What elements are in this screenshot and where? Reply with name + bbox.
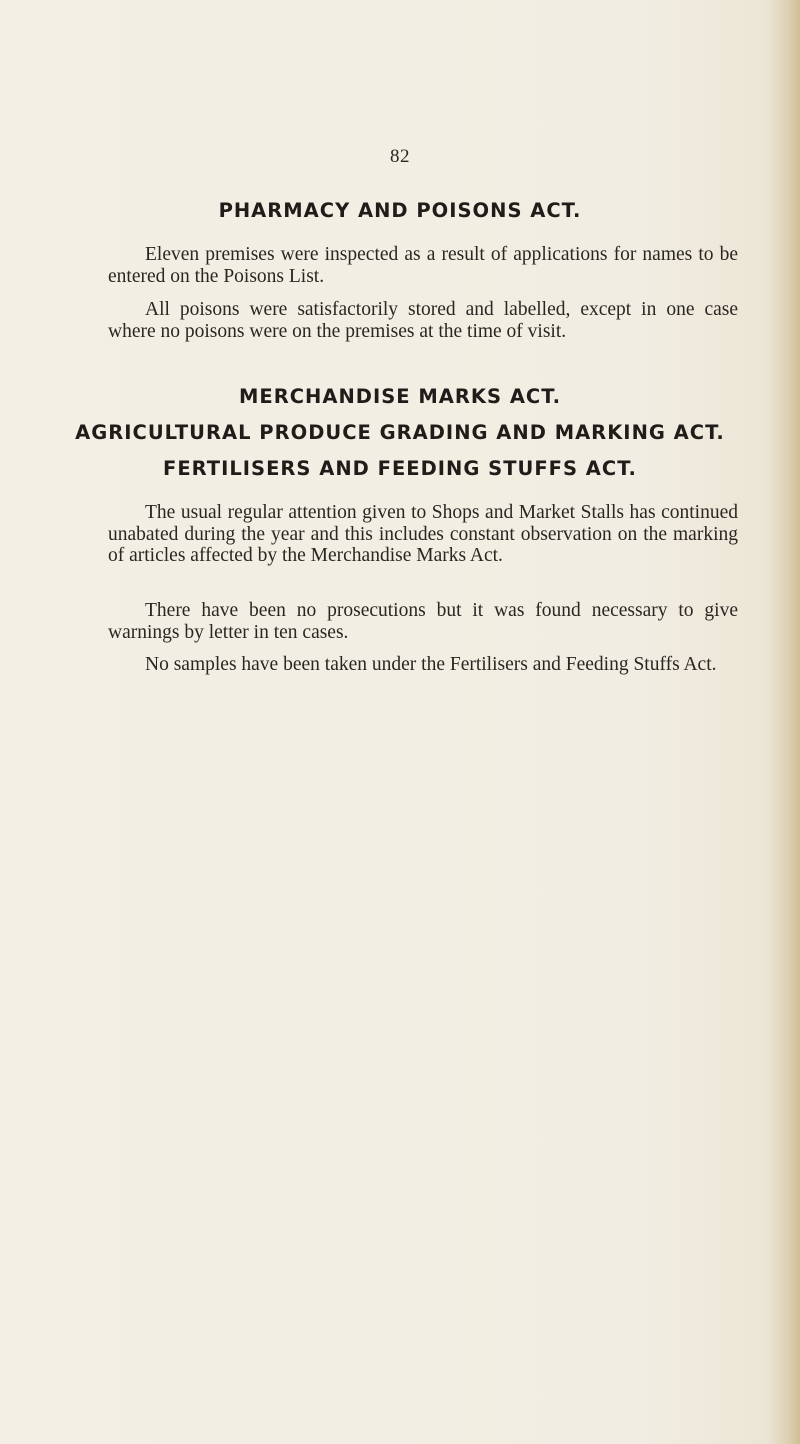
page-number: 82 — [390, 146, 410, 167]
heading-agricultural-produce-act: AGRICULTURAL PRODUCE GRADING AND MARKING ACT. — [75, 421, 725, 444]
paragraph-no-prosecutions: There have been no prosecutions but it was found necessary to give warnings by letter in ten cases. — [108, 600, 738, 643]
paragraph-no-samples: No samples have been taken under the Fertilisers and Feeding Stuffs Act. — [145, 654, 717, 675]
paragraph-premises-inspected: Eleven premises were inspected as a result of applications for names to be entered on the Poisons List. — [108, 244, 738, 287]
heading-fertilisers-feeding-stuffs-act: FERTILISERS AND FEEDING STUFFS ACT. — [163, 457, 637, 480]
paragraph-shops-market-stalls: The usual regular attention given to Shops and Market Stalls has continued unabated during the year and this includes constant observation on the marking of articles affected by the Merchandise Marks Act. — [108, 502, 738, 566]
heading-pharmacy-poisons-act: PHARMACY AND POISONS ACT. — [218, 199, 582, 222]
heading-merchandise-marks-act: MERCHANDISE MARKS ACT. — [239, 385, 561, 408]
paragraph-poisons-stored: All poisons were satisfactorily stored and labelled, except in one case where no poisons were on the premises at the time of visit. — [108, 299, 738, 342]
